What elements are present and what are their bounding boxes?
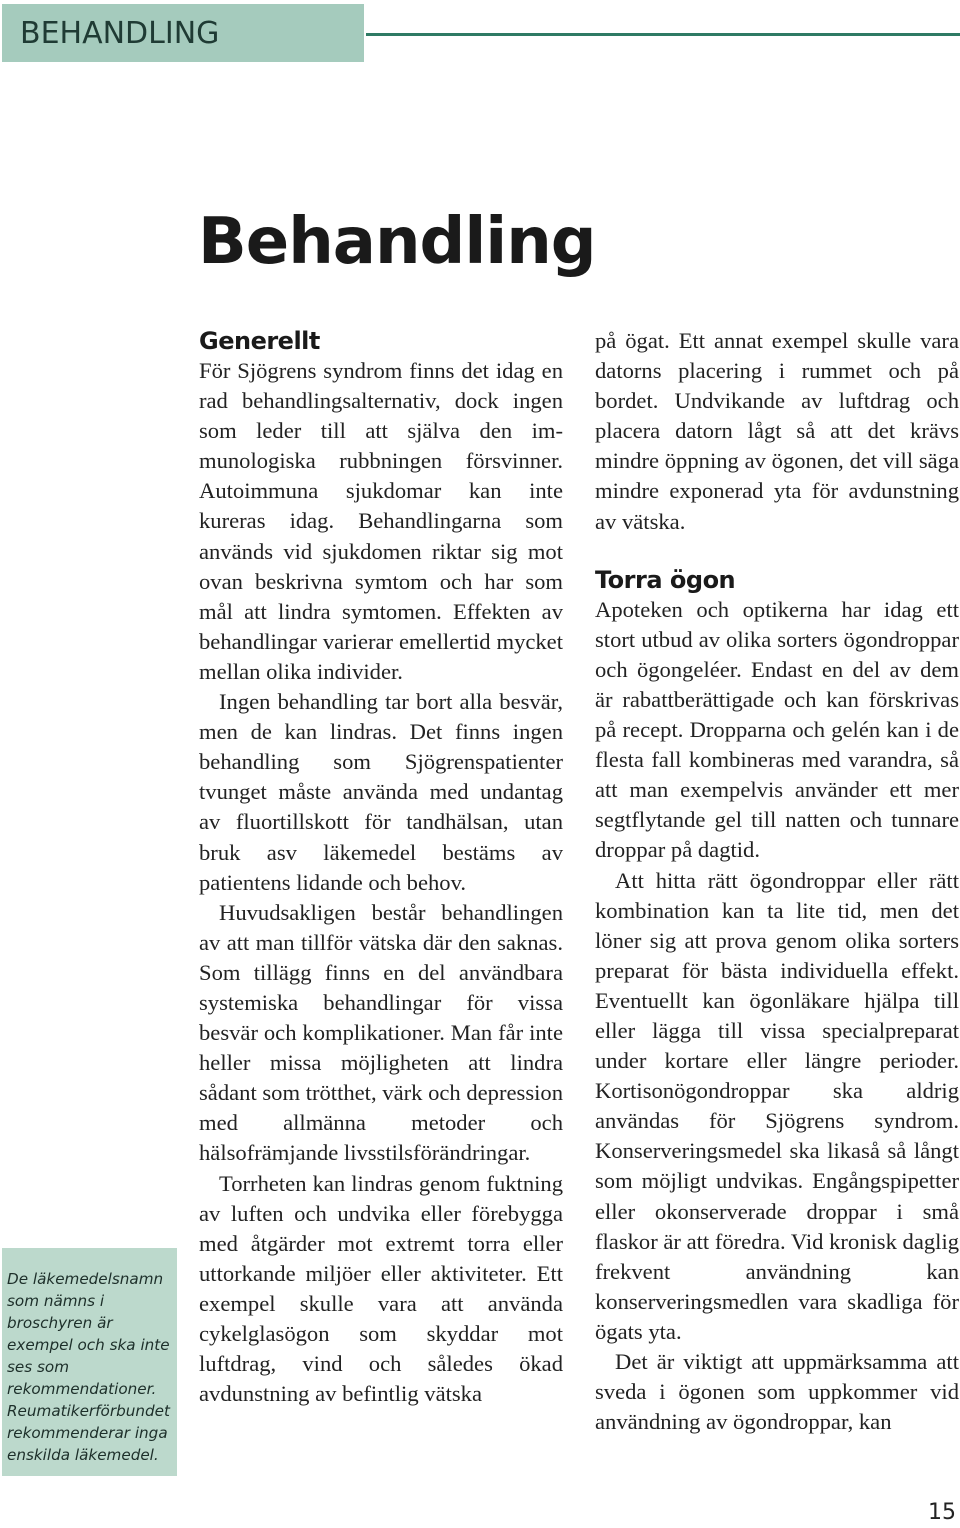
- paragraph: För Sjögrens syndrom finns det idag en rad behandlingsalternativ, dock ingen som leder till att själva den immunologiska rubbningen försvinner. Autoimmuna sjukdomar kan inte kureras idag. Behandlingarna som används vid sjukdomen riktar sig mot ovan beskrivna symtom och har som mål att lindra symtomen. Effekten av behandlingar varierar emellertid mycket mellan olika individer.: [199, 358, 563, 684]
- left-column: [199, 326, 563, 1409]
- paragraph: Torrheten kan lindras genom fuktning av luften och undvika eller förebygga med åtgärder mot extremt torra eller uttorkande miljöer eller aktiviteter. Ett exempel skulle vara att använda cykelglasögon som skyddar mot luftdrag, vind och således ökad avdunstning av befintlig vätska: [199, 1170, 563, 1407]
- paragraph: Apoteken och optikerna har idag ett stort utbud av olika sorters ögondroppar och ögongeléer. Endast en del av dem är rabattberättigade och kan förskrivas på recept. Dropparna och gelén kan i de flesta fall kombineras med varandra, så att man exempelvis använder ett mer segtflytande gel till natten och tunnare droppar på dagtid.: [595, 596, 959, 863]
- section-header-tab: [2, 4, 364, 62]
- page-number: 15: [928, 1500, 956, 1525]
- page-title: Behandling: [198, 205, 596, 279]
- section-heading-generellt: Generellt: [199, 327, 320, 355]
- paragraph: Ingen behandling tar bort alla besvär, men de kan lindras. Det finns ingen behandling som Sjögrenspatienter tvunget måste använda med undantag av fluortillskott för tandhälsan, utan bruk asv läkemedel bestäms av patientens lidande och behov.: [199, 689, 563, 895]
- paragraph: Det är viktigt att uppmärksamma att sveda i ögonen som uppkommer vid användning av ögondroppar, kan: [595, 1349, 959, 1435]
- section-label: BEHANDLING: [20, 15, 220, 51]
- sidenote-box: [2, 1248, 177, 1476]
- header-rule: [366, 33, 960, 36]
- sidenote-text: De läkemedelsnamn som nämns i broschyren är exempel och ska inte ses som rekommendationer. Reumatikerförbundet rekommenderar inga enskilda läkemedel.: [7, 1270, 170, 1464]
- paragraph: på ögat. Ett annat exempel skulle vara datorns placering i rummet och på bordet. Undvikande av luftdrag och placera datorn lågt så att det krävs mindre öppning av ögonen, det vill säga mindre exponerad yta för avdunstning av vätska.: [595, 328, 959, 534]
- right-column: [595, 326, 959, 1437]
- paragraph: Huvudsakligen består behandlingen av att man tillför vätska där den saknas. Som tillägg finns en del användbara systemiska behandlingar för vissa besvär och komplikationer. Man får inte heller missa möjligheten att lindra sådant som trötthet, värk och depression med allmänna metoder och hälsofrämjande livsstilsförändringar.: [199, 899, 563, 1166]
- section-heading-torra-ogon: Torra ögon: [595, 565, 736, 594]
- paragraph: Att hitta rätt ögondroppar eller rätt kombination kan ta lite tid, men det löner sig att prova genom olika sorters preparat för bästa individuella effekt. Eventuellt kan ögonläkare hjälpa till eller lägga till vissa specialpreparat under kortare eller längre perioder. Kortisonögondroppar ska aldrig användas för Sjögrens syndrom. Konserveringsmedel ska likaså så långt som möjligt undvikas. Engångspipetter eller okonserverade droppar i små flaskor är att föredra. Vid kronisk daglig frekvent användning kan konserveringsmedlen vara skadliga för ögats yta.: [595, 867, 960, 1344]
